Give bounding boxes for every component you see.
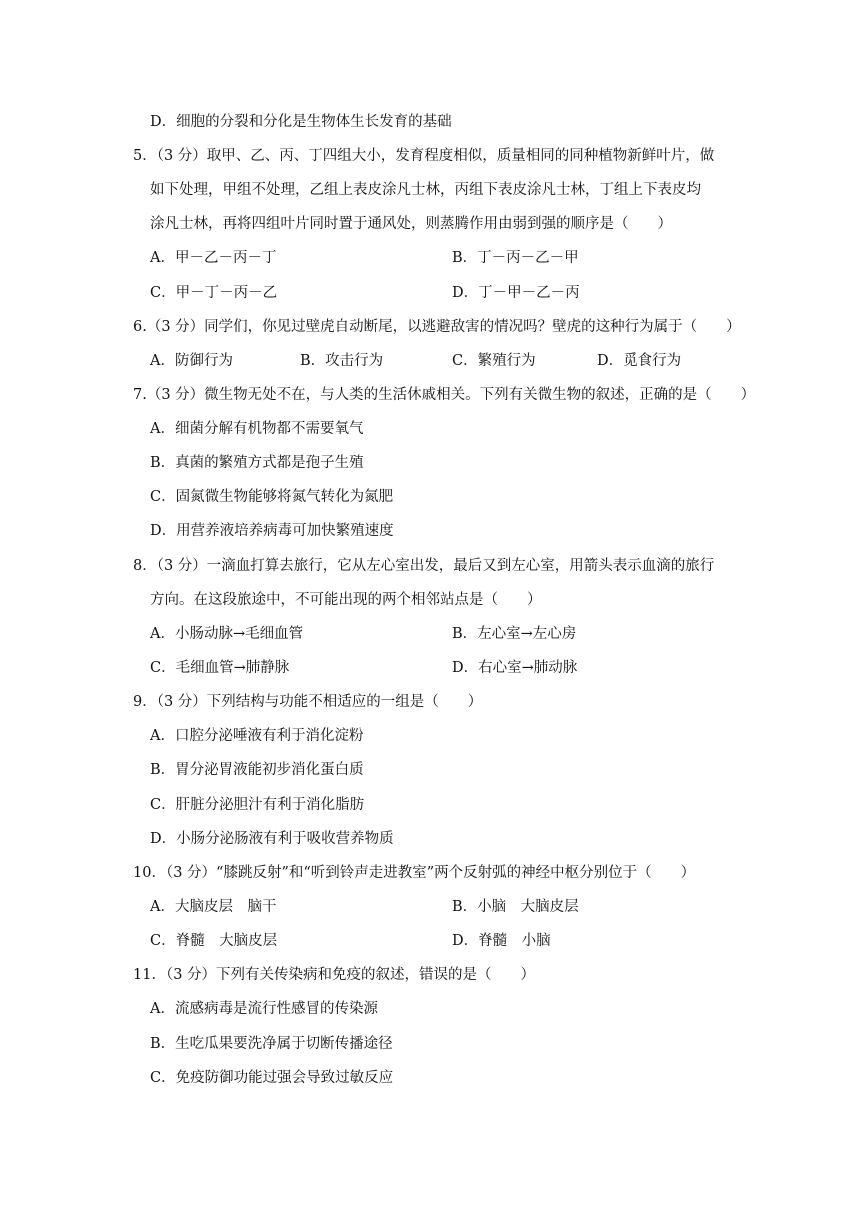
question-8-stem-line2: 方向。在这段旅途中，不可能出现的两个相邻站点是（ ） [150,592,542,608]
question-7-option-b[interactable]: B．真菌的繁殖方式都是孢子生殖 [150,455,364,471]
question-5-option-d[interactable]: D．丁－甲－乙－丙 [452,285,580,301]
question-9-option-c[interactable]: C．肝脏分泌胆汁有利于消化脂肪 [150,797,365,813]
question-5-stem-line2: 如下处理，甲组不处理，乙组上表皮涂凡士林，丙组下表皮涂凡士林，丁组上下表皮均 [150,182,701,198]
question-6-option-a[interactable]: A．防御行为 [150,353,233,369]
question-10-option-c[interactable]: C．脊髓 大脑皮层 [150,933,278,949]
question-11-stem: 11．（3 分）下列有关传染病和免疫的叙述，错误的是（ ） [133,967,536,983]
question-5-stem-line3: 涂凡士林，再将四组叶片同时置于通风处，则蒸腾作用由弱到强的顺序是（ ） [150,216,672,232]
question-8-option-a[interactable]: A．小肠动脉→毛细血管 [150,626,304,642]
question-5-stem-line1: 5．（3 分）取甲、乙、丙、丁四组大小，发育程度相似，质量相同的同种植物新鲜叶片，做 [133,148,715,164]
question-9-option-d[interactable]: D．小肠分泌肠液有利于吸收营养物质 [150,831,394,847]
question-6-option-d[interactable]: D．觅食行为 [597,353,682,369]
question-8-option-c[interactable]: C．毛细血管→肺静脉 [150,660,290,676]
question-11-option-b[interactable]: B．生吃瓜果要洗净属于切断传播途径 [150,1036,393,1052]
question-6-option-b[interactable]: B．攻击行为 [300,353,384,369]
question-7-option-d[interactable]: D．用营养液培养病毒可加快繁殖速度 [150,523,394,539]
question-11-option-a[interactable]: A．流感病毒是流行性感冒的传染源 [150,1001,378,1017]
question-7-option-c[interactable]: C．固氮微生物能够将氮气转化为氮肥 [150,489,394,505]
question-9-stem: 9．（3 分）下列结构与功能不相适应的一组是（ ） [133,694,483,710]
question-8-option-b[interactable]: B．左心室→左心房 [452,626,577,642]
question-11-option-c[interactable]: C．免疫防御功能过强会导致过敏反应 [150,1070,394,1086]
question-5-option-b[interactable]: B．丁－丙－乙－甲 [452,250,579,266]
question-9-option-b[interactable]: B．胃分泌胃液能初步消化蛋白质 [150,762,364,778]
question-10-option-b[interactable]: B．小脑 大脑皮层 [452,899,579,915]
question-7-option-a[interactable]: A．细菌分解有机物都不需要氧气 [150,421,364,437]
question-10-option-a[interactable]: A．大脑皮层 脑干 [150,899,277,915]
question-5-option-a[interactable]: A．甲－乙－丙－丁 [150,250,277,266]
question-6-option-c[interactable]: C．繁殖行为 [452,353,536,369]
question-8-option-d[interactable]: D．右心室→肺动脉 [452,660,578,676]
question-10-option-d[interactable]: D．脊髓 小脑 [452,933,551,949]
question-9-option-a[interactable]: A．口腔分泌唾液有利于消化淀粉 [150,728,364,744]
question-6-stem: 6.（3 分）同学们，你见过壁虎自动断尾，以逃避敌害的情况吗？壁虎的这种行为属于（ ） [133,319,741,335]
question-5-option-c[interactable]: C．甲－丁－丙－乙 [150,285,278,301]
question-7-stem: 7.（3 分）微生物无处不在，与人类的生活休戚相关。下列有关微生物的叙述，正确的是（ ） [133,387,756,403]
prev-question-option-d: D．细胞的分裂和分化是生物体生长发育的基础 [150,114,452,130]
question-8-stem-line1: 8．（3 分）一滴血打算去旅行，它从左心室出发，最后又到左心室，用箭头表示血滴的旅行 [133,558,715,574]
question-10-stem: 10．（3 分）“膝跳反射”和“听到铃声走进教室”两个反射弧的神经中枢分别位于（ ） [133,865,696,881]
